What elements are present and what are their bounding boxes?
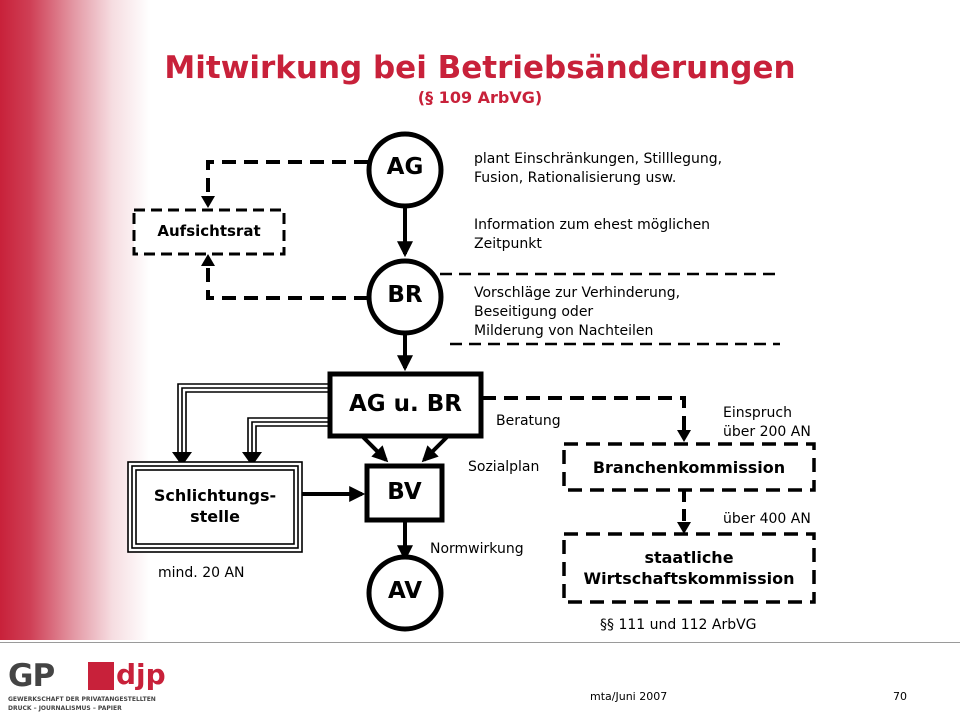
dashed-br-aufsichtsrat [208,262,368,298]
page-title: Mitwirkung bei Betriebsänderungen [164,50,796,86]
node-aufsichtsrat-label: Aufsichtsrat [157,222,261,240]
arrowhead-branchen [677,430,691,442]
logo-subtitle-1: GEWERKSCHAFT DER PRIVATANGESTELLTEN [8,696,156,703]
label-ueber400: über 400 AN [723,511,811,527]
footer-date: mta/Juni 2007 [590,690,668,703]
footer-divider [0,642,960,643]
node-schlichtung-label-1: Schlichtungs- [153,486,277,505]
node-br-label: BR [387,282,423,308]
arrowhead-staat [677,522,691,534]
node-agbr-label: AG u. BR [348,391,463,417]
label-paragraphen: §§ 111 und 112 ArbVG [600,617,757,633]
node-staat-box [564,534,814,602]
gpa-djp-logo [8,658,166,714]
label-beratung: Beratung [496,413,561,429]
node-schlichtung-label-2: stelle [190,507,240,526]
label-vor-3: Milderung von Nachteilen [474,323,654,339]
node-staat-label-2: Wirtschaftskommission [583,569,795,588]
label-einspruch-1: Einspruch [723,405,792,421]
arrow-agbr-bv-right [424,436,448,460]
label-sozialplan: Sozialplan [468,459,540,475]
label-info-2: Zeitpunkt [474,236,542,252]
node-staat-label-1: staatliche [644,548,734,567]
logo-subtitle-2: DRUCK – JOURNALISMUS – PAPIER [8,705,122,712]
arrowhead-aufsichtsrat-bottom [201,254,215,266]
arrowhead-aufsichtsrat-top [201,196,215,208]
logo-djp: djp [116,658,166,691]
label-mind20: mind. 20 AN [158,565,245,581]
label-plant-1: plant Einschränkungen, Stilllegung, [474,151,723,167]
label-vor-2: Beseitigung oder [474,304,594,320]
dashed-ag-aufsichtsrat [208,162,368,200]
label-normwirkung: Normwirkung [430,541,524,557]
node-ag-label: AG [386,154,424,180]
arrow-agbr-bv-left [362,436,386,460]
label-info-1: Information zum ehest möglichen [474,217,711,233]
logo-a-mark-icon [88,662,114,690]
footer-page-number: 70 [893,690,907,703]
label-einspruch-2: über 200 AN [723,424,811,440]
arrow-agbr-schlichtung-outer [178,384,328,458]
node-av-label: AV [387,578,423,604]
label-plant-2: Fusion, Rationalisierung usw. [474,170,677,186]
node-bv-label: BV [387,479,422,505]
logo-gp: GP [8,658,55,694]
page-subtitle: (§ 109 ArbVG) [417,88,543,107]
label-vor-1: Vorschläge zur Verhinderung, [474,285,681,301]
node-branchen-label: Branchenkommission [592,458,786,477]
